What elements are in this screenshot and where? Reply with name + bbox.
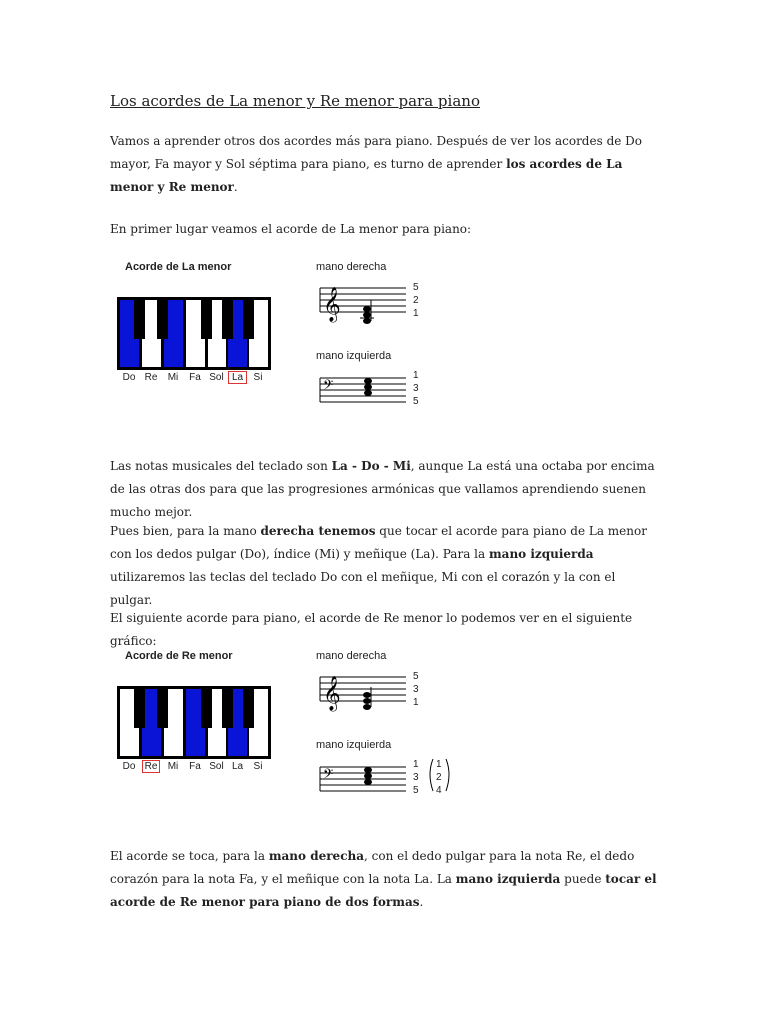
re-menor-intro: El siguiente acorde para piano, el acorde de Re menor lo podemos ver en el siguiente gráfico: — [110, 611, 633, 648]
left-hand-alt-fingering: 1 2 4 — [436, 759, 442, 796]
black-key — [243, 686, 254, 728]
black-key — [201, 297, 212, 339]
svg-text:𝄞: 𝄞 — [323, 676, 341, 711]
la-menor-chord-figure — [110, 258, 470, 418]
black-key — [134, 297, 145, 339]
right-hand-label: mano derecha — [316, 261, 387, 273]
treble-staff — [320, 676, 406, 712]
re-menor-chord-figure — [110, 647, 470, 807]
svg-text:𝄢: 𝄢 — [323, 766, 334, 785]
left-hand-label: mano izquierda — [316, 739, 392, 751]
la-menor-intro: En primer lugar veamos el acorde de La menor para piano: — [110, 222, 472, 236]
right-paren — [446, 759, 449, 791]
left-hand-fingering: 1 3 5 — [413, 370, 419, 407]
black-key — [222, 297, 233, 339]
re-menor-fingering-paragraph: El acorde se toca, para la mano derecha, con el dedo pulgar para la nota Re, el dedo corazón para la nota Fa, y el meñique con la nota La. La mano izquierda puede tocar el acorde de Re menor para piano de dos formas. — [110, 849, 657, 909]
piano-keyboard — [117, 297, 271, 370]
intro-paragraph: Vamos a aprender otros dos acordes más para piano. Después de ver los acordes de Do mayor, Fa mayor y Sol séptima para piano, es turno de aprender los acordes de La menor y Re menor. — [110, 134, 643, 194]
bass-staff — [320, 766, 406, 791]
svg-text:𝄞: 𝄞 — [323, 287, 341, 322]
black-key — [201, 686, 212, 728]
figure-title: Acorde de La menor — [125, 261, 232, 273]
left-hand-label: mano izquierda — [316, 350, 392, 362]
right-hand-label: mano derecha — [316, 650, 387, 662]
bass-staff — [320, 377, 406, 402]
treble-staff — [320, 287, 406, 324]
la-menor-notes-paragraph: Las notas musicales del teclado son La - Do - Mi, aunque La está una octaba por encima de las otras dos para que las progresiones armónicas que vallamos aprendiendo suenen mucho mejor. — [110, 459, 655, 519]
right-hand-fingering: 5 3 1 — [413, 671, 419, 708]
black-key — [157, 686, 168, 728]
black-key — [243, 297, 254, 339]
note-names-row: Do Re Mi Fa Sol La Si — [122, 761, 263, 772]
piano-keyboard — [117, 686, 271, 759]
black-key — [157, 297, 168, 339]
page-title: Los acordes de La menor y Re menor para piano — [110, 92, 480, 110]
right-hand-fingering: 5 2 1 — [413, 282, 419, 319]
black-key — [222, 686, 233, 728]
black-key — [134, 686, 145, 728]
highlighted-note: Re — [144, 761, 158, 772]
note-names-row: Do Re Mi Fa Sol La Si — [122, 372, 263, 383]
svg-text:𝄢: 𝄢 — [323, 377, 334, 396]
highlighted-note: La — [229, 372, 246, 383]
left-paren — [430, 759, 433, 791]
left-hand-fingering: 1 3 5 — [413, 759, 419, 796]
la-menor-fingering-paragraph: Pues bien, para la mano derecha tenemos que tocar el acorde para piano de La menor con los dedos pulgar (Do), índice (Mi) y meñique (La). Para la mano izquierda utilizaremos las teclas del teclado Do con el meñique, Mi con el corazón y la con el pulgar. — [110, 524, 647, 607]
figure-title: Acorde de Re menor — [125, 650, 233, 662]
